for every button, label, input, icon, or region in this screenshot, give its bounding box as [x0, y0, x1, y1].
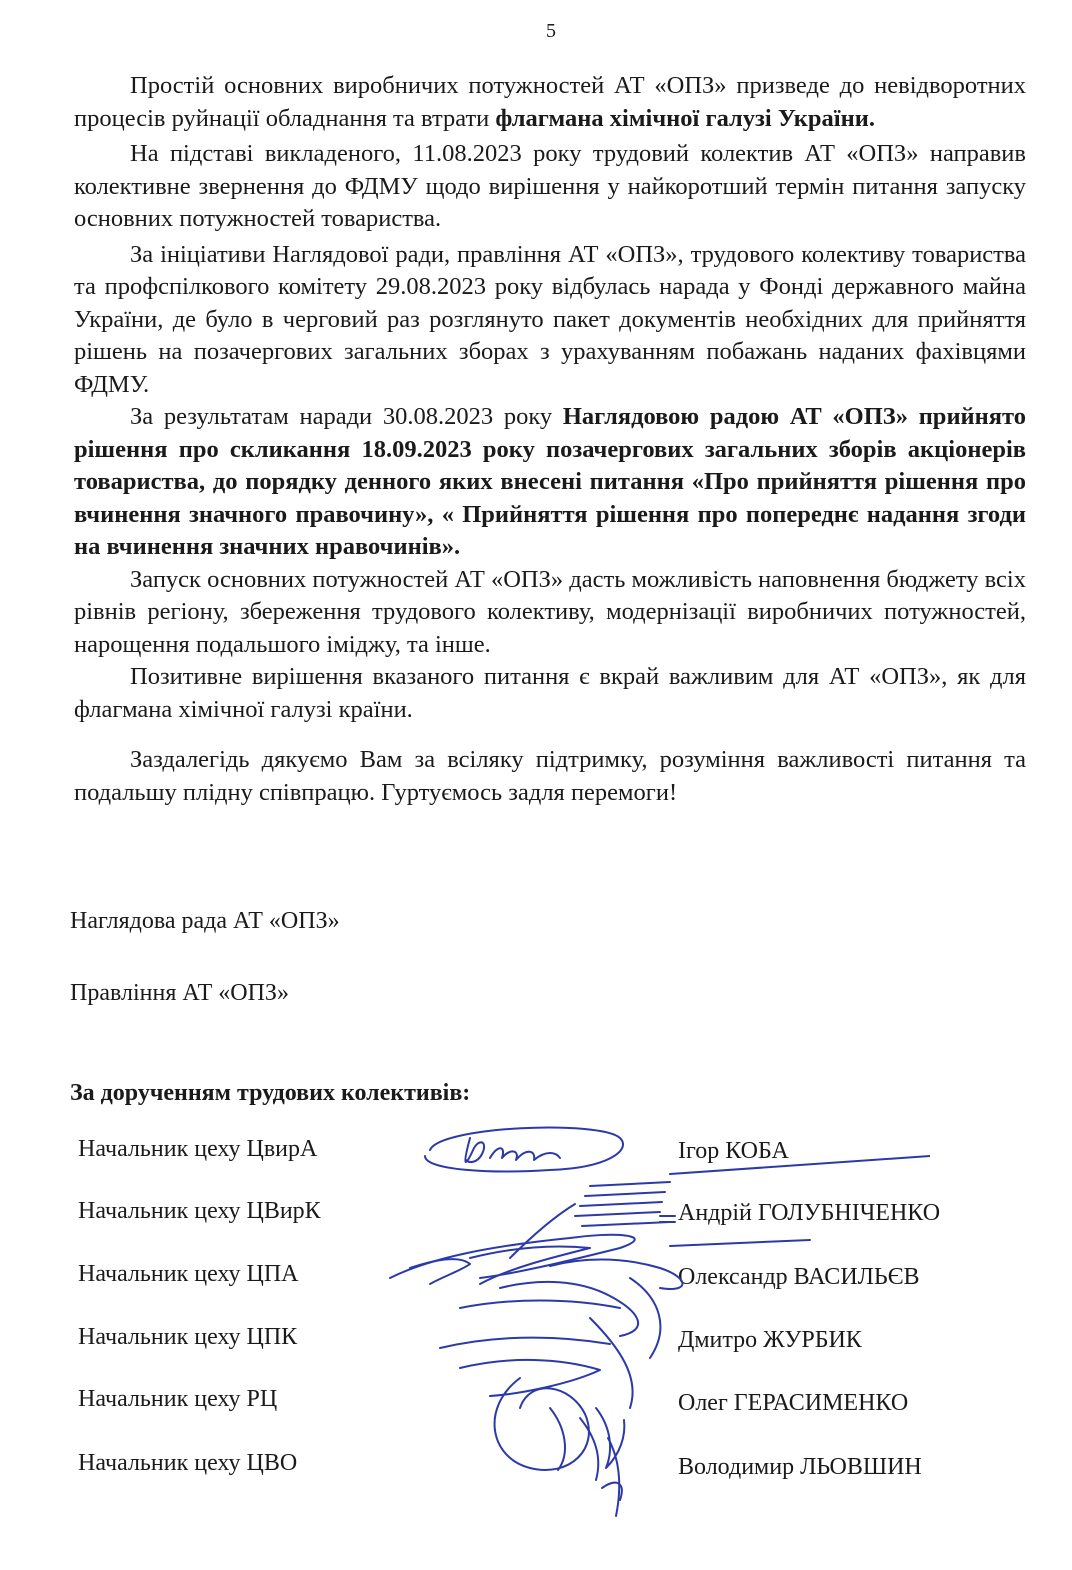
- paragraph-4: За результатам наради 30.08.2023 року Наглядовою радою АТ «ОПЗ» прийнято рішення про скликання 18.09.2023 року позачергових загальних зборів акціонерів товариства, до порядку денного яких внесені питання «Про прийняття рішення про вчинення значного правочину», « Прийняття рішення про попереднє надання згоди на вчинення значних нравочинів».: [74, 403, 1027, 560]
- workshop-head-name: Володимир ЛЬОВШИН: [678, 1454, 922, 1480]
- on-behalf-heading: За дорученням трудових колективів:: [70, 1080, 471, 1106]
- paragraph-1: Простій основних виробничих потужностей АТ «ОПЗ» призведе до невідворотних процесів руйнації обладнання та втрати флагмана хімічної галузі України.: [74, 72, 1026, 132]
- supervisory-board-signatory: Наглядова рада АТ «ОПЗ»: [70, 908, 340, 934]
- workshop-head-title: Начальник цеху РЦ: [78, 1386, 278, 1412]
- paragraph-3: За ініціативи Наглядової ради, правління АТ «ОПЗ», трудового колективу товариства та профспілкового комітету 29.08.2023 року відбулась нарада у Фонді державного майна України, де було в черговий раз розглянуто пакет документів необхідних для прийняття рішень на позачергових загальних зборах з урахуванням побажань наданих фахівцями ФДМУ.: [74, 240, 1026, 398]
- paragraph-7: Заздалегідь дякуємо Вам за всіляку підтримку, розуміння важливості питання та подальшу плідну співпрацю. Гуртуємось задля перемоги!: [74, 746, 1026, 806]
- workshop-head-name: Дмитро ЖУРБИК: [678, 1327, 862, 1353]
- workshop-head-name: Олег ГЕРАСИМЕНКО: [678, 1390, 909, 1416]
- page-number: 5: [546, 20, 556, 42]
- workshop-head-title: Начальник цеху ЦПК: [78, 1324, 298, 1350]
- workshop-head-title: Начальник цеху ЦПА: [78, 1261, 299, 1287]
- management-board-signatory: Правління АТ «ОПЗ»: [70, 980, 289, 1006]
- paragraph-5: Запуск основних потужностей АТ «ОПЗ» дасть можливість наповнення бюджету всіх рівнів регіону, збереження трудового колективу, модернізації виробничих потужностей, нарощення подальшого іміджу, та інше.: [74, 565, 1026, 658]
- workshop-head-name: Андрій ГОЛУБНІЧЕНКО: [678, 1200, 941, 1226]
- paragraph-2: На підставі викладеного, 11.08.2023 року трудовий колектив АТ «ОПЗ» направив колективне звернення до ФДМУ щодо вирішення у найкоротший термін питання запуску основних потужностей товариства.: [74, 140, 1026, 232]
- paragraph-6: Позитивне вирішення вказаного питання є вкрай важливим для АТ «ОПЗ», як для флагмана хімічної галузі країни.: [74, 663, 1026, 723]
- workshop-head-name: Олександр ВАСИЛЬЄВ: [678, 1264, 920, 1290]
- handwritten-signatures: [370, 1108, 930, 1528]
- workshop-head-title: Начальник цеху ЦВО: [78, 1450, 298, 1476]
- workshop-head-title: Начальник цеху ЦвирА: [78, 1136, 318, 1162]
- workshop-head-title: Начальник цеху ЦВирК: [78, 1198, 321, 1224]
- workshop-head-name: Ігор КОБА: [678, 1138, 789, 1164]
- letter-body: [74, 70, 1026, 809]
